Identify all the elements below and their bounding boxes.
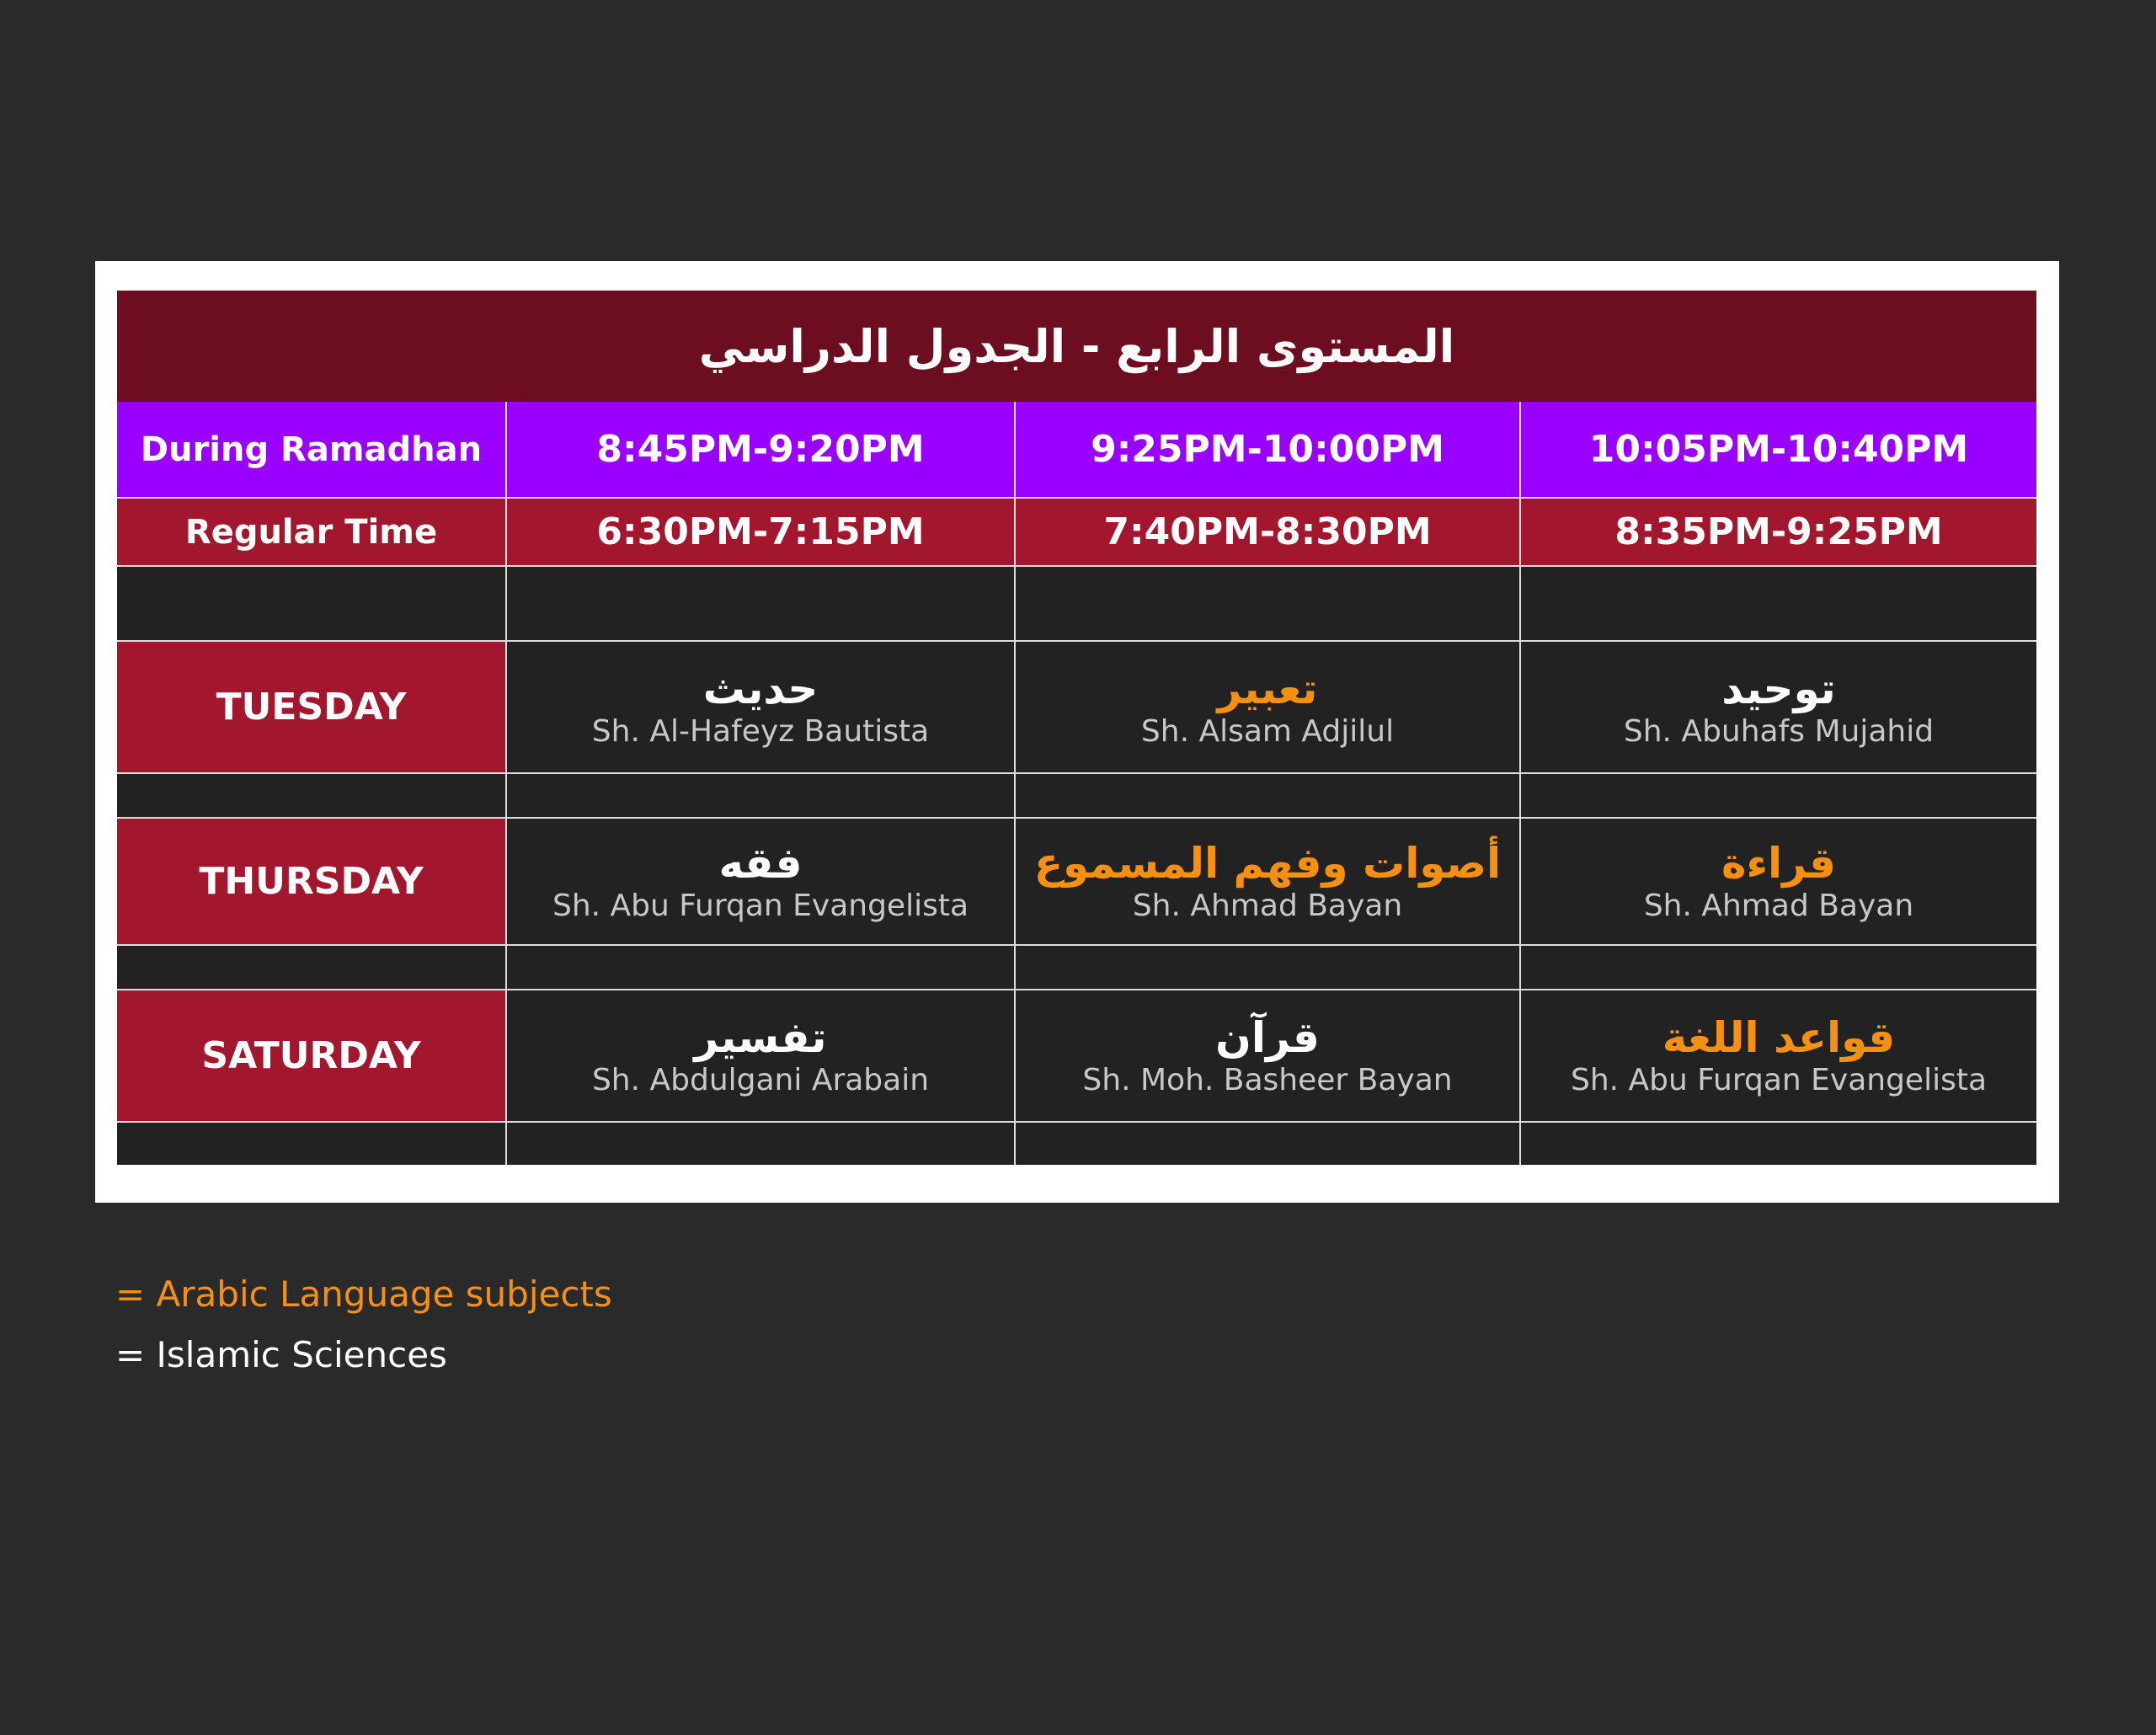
subject-name: قراءة bbox=[1721, 838, 1837, 888]
regular-slot: 8:35PM-9:25PM bbox=[1520, 498, 2036, 566]
teacher-name: Sh. Al-Hafeyz Bautista bbox=[591, 713, 930, 749]
empty-cell bbox=[1015, 1122, 1520, 1165]
class-cell bbox=[1015, 990, 1520, 1122]
subject-name: فقه bbox=[718, 838, 803, 888]
spacer-row bbox=[117, 566, 2036, 641]
subject-name: تفسير bbox=[694, 1012, 827, 1062]
empty-cell bbox=[1015, 566, 1520, 641]
teacher-name: Sh. Abu Furqan Evangelista bbox=[1570, 1062, 1988, 1097]
teacher-name: Sh. Moh. Basheer Bayan bbox=[1082, 1062, 1453, 1097]
legend-arabic-language: = Arabic Language subjects bbox=[115, 1273, 612, 1315]
regular-slot: 7:40PM-8:30PM bbox=[1015, 498, 1520, 566]
regular-label: Regular Time bbox=[117, 498, 506, 566]
class-cell bbox=[1520, 641, 2036, 773]
spacer-row bbox=[117, 1122, 2036, 1165]
empty-cell bbox=[117, 773, 506, 818]
subject-name: أصوات وفهم المسموع bbox=[1033, 838, 1502, 888]
day-row-thursday bbox=[117, 818, 2036, 945]
empty-cell bbox=[117, 566, 506, 641]
schedule-title: المستوى الرابع - الجدول الدراسي bbox=[117, 291, 2036, 402]
ramadhan-label: During Ramadhan bbox=[117, 402, 506, 498]
empty-cell bbox=[1520, 773, 2036, 818]
ramadhan-slot: 9:25PM-10:00PM bbox=[1015, 402, 1520, 498]
empty-cell bbox=[506, 1122, 1015, 1165]
empty-cell bbox=[506, 945, 1015, 990]
ramadhan-slot: 8:45PM-9:20PM bbox=[506, 402, 1015, 498]
legend-islamic-sciences: = Islamic Sciences bbox=[115, 1334, 447, 1375]
day-label: THURSDAY bbox=[117, 818, 506, 945]
teacher-name: Sh. Abu Furqan Evangelista bbox=[552, 888, 969, 923]
empty-cell bbox=[1520, 1122, 2036, 1165]
schedule-frame bbox=[95, 261, 2059, 1203]
empty-cell bbox=[506, 566, 1015, 641]
ramadhan-slot: 10:05PM-10:40PM bbox=[1520, 402, 2036, 498]
empty-cell bbox=[1015, 945, 1520, 990]
subject-name: توحيد bbox=[1721, 664, 1836, 713]
day-label: SATURDAY bbox=[117, 990, 506, 1122]
class-cell bbox=[1015, 641, 1520, 773]
empty-cell bbox=[117, 1122, 506, 1165]
subject-name: قرآن bbox=[1215, 1012, 1320, 1062]
subject-name: حديث bbox=[702, 664, 819, 713]
ramadhan-time-row bbox=[117, 402, 2036, 498]
day-row-tuesday bbox=[117, 641, 2036, 773]
regular-slot: 6:30PM-7:15PM bbox=[506, 498, 1015, 566]
class-cell bbox=[506, 641, 1015, 773]
class-cell bbox=[506, 990, 1015, 1122]
teacher-name: Sh. Alsam Adjilul bbox=[1140, 713, 1395, 749]
spacer-row bbox=[117, 945, 2036, 990]
empty-cell bbox=[1520, 566, 2036, 641]
day-row-saturday bbox=[117, 990, 2036, 1122]
schedule-panel bbox=[117, 291, 2036, 1163]
teacher-name: Sh. Abuhafs Mujahid bbox=[1623, 713, 1935, 749]
subject-name: تعبير bbox=[1217, 664, 1318, 713]
empty-cell bbox=[1015, 773, 1520, 818]
class-cell bbox=[1520, 990, 2036, 1122]
subject-name: قواعد اللغة bbox=[1662, 1012, 1896, 1062]
empty-cell bbox=[506, 773, 1015, 818]
class-cell bbox=[1520, 818, 2036, 945]
teacher-name: Sh. Abdulgani Arabain bbox=[591, 1062, 930, 1097]
class-cell bbox=[1015, 818, 1520, 945]
empty-cell bbox=[1520, 945, 2036, 990]
class-cell bbox=[506, 818, 1015, 945]
schedule-table bbox=[117, 402, 2036, 1165]
spacer-row bbox=[117, 773, 2036, 818]
day-label: TUESDAY bbox=[117, 641, 506, 773]
teacher-name: Sh. Ahmad Bayan bbox=[1643, 888, 1914, 923]
teacher-name: Sh. Ahmad Bayan bbox=[1132, 888, 1403, 923]
empty-cell bbox=[117, 945, 506, 990]
regular-time-row bbox=[117, 498, 2036, 566]
